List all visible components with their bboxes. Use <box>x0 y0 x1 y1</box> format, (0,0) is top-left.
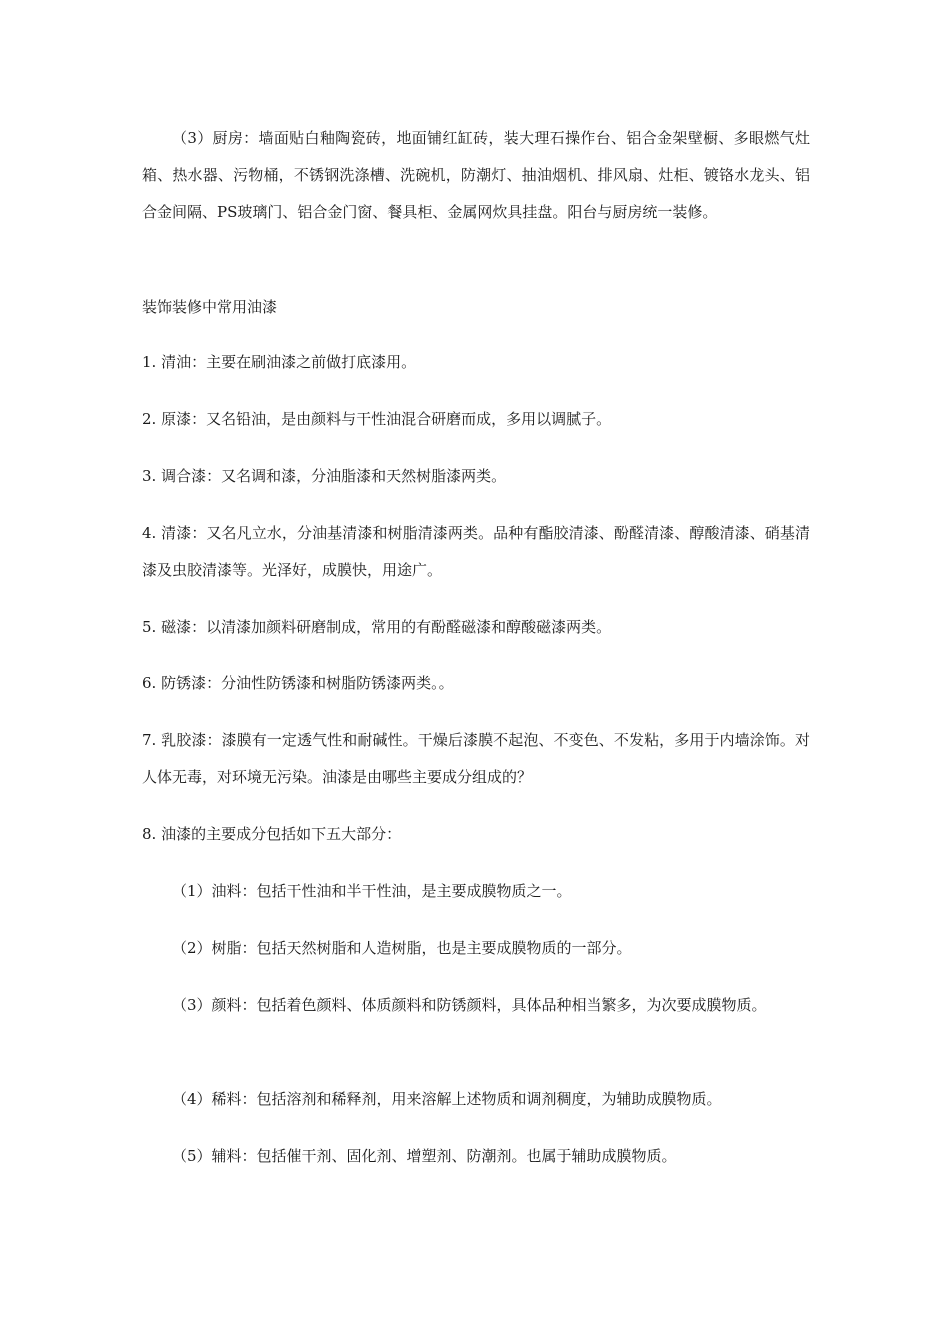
list-item-4: 4. 清漆：又名凡立水，分油基清漆和树脂清漆两类。品种有酯胶清漆、酚醛清漆、醇酸清漆、硝基清漆及虫胶清漆等。光泽好，成膜快，用途广。 <box>142 524 810 579</box>
list-item-7: 7. 乳胶漆：漆膜有一定透气性和耐碱性。干燥后漆膜不起泡、不变色、不发粘，多用于内墙涂饰。对人体无毒，对环境无污染。油漆是由哪些主要成分组成的？ <box>142 731 810 786</box>
sub-item-3: （3）颜料：包括着色颜料、体质颜料和防锈颜料，具体品种相当繁多，为次要成膜物质。 <box>172 996 767 1014</box>
sub-item-5: （5）辅料：包括催干剂、固化剂、增塑剂、防潮剂。也属于辅助成膜物质。 <box>172 1147 677 1165</box>
list-item-1: 1. 清油：主要在刷油漆之前做打底漆用。 <box>142 353 417 371</box>
sub-item-4: （4）稀料：包括溶剂和稀释剂，用来溶解上述物质和调剂稠度，为辅助成膜物质。 <box>172 1090 722 1108</box>
list-item-5: 5. 磁漆：以清漆加颜料研磨制成，常用的有酚醛磁漆和醇酸磁漆两类。 <box>142 618 612 636</box>
sub-item-1: （1）油料：包括干性油和半干性油，是主要成膜物质之一。 <box>172 882 572 900</box>
sub-item-2: （2）树脂：包括天然树脂和人造树脂，也是主要成膜物质的一部分。 <box>172 939 632 957</box>
list-item-8: 8. 油漆的主要成分包括如下五大部分： <box>142 825 402 843</box>
list-item-3: 3. 调合漆：又名调和漆，分油脂漆和天然树脂漆两类。 <box>142 467 507 485</box>
list-item-6: 6. 防锈漆：分油性防锈漆和树脂防锈漆两类。。 <box>142 674 454 692</box>
kitchen-paragraph: （3）厨房：墙面贴白釉陶瓷砖，地面铺红缸砖，装大理石操作台、铝合金架壁橱、多眼燃气灶箱、热水器、污物桶，不锈钢洗涤槽、洗碗机，防潮灯、抽油烟机、排风扇、灶柜、镀铬水龙头、铝合金间隔、PS玻璃门、铝合金门窗、餐具柜、金属网炊具挂盘。阳台与厨房统一装修。 <box>142 129 810 221</box>
section-heading: 装饰装修中常用油漆 <box>142 298 278 316</box>
list-item-2: 2. 原漆：又名铅油，是由颜料与干性油混合研磨而成，多用以调腻子。 <box>142 410 612 428</box>
